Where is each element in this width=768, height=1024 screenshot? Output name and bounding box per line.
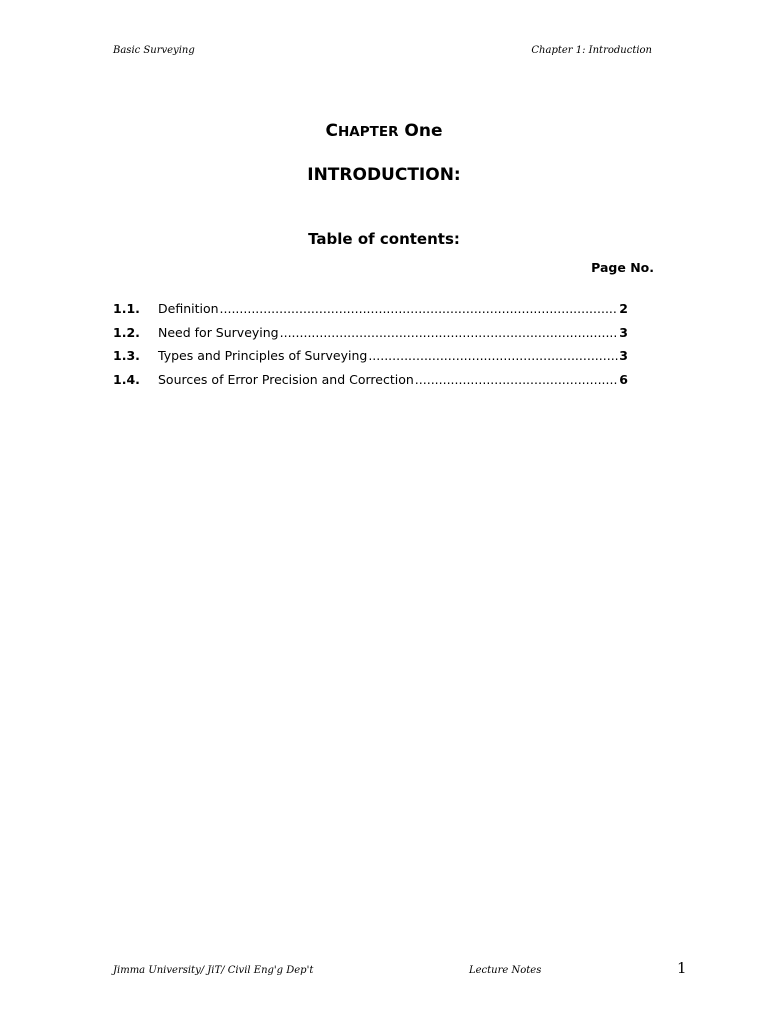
toc-entry-number: 1.3. xyxy=(113,348,140,363)
chapter-heading-number: One xyxy=(404,121,443,141)
toc-entry-page: 3 xyxy=(619,348,628,363)
chapter-heading-initial: C xyxy=(325,121,338,141)
toc-entry-types-and-principles[interactable] xyxy=(113,348,628,372)
toc-title: Table of contents: xyxy=(308,230,460,248)
toc-entry-page: 2 xyxy=(619,301,628,316)
toc-leader-dots xyxy=(220,301,619,316)
chapter-heading xyxy=(0,121,768,141)
toc-leader-dots xyxy=(415,372,619,387)
toc-entry-number: 1.2. xyxy=(113,324,140,340)
footer-document-type: Lecture Notes xyxy=(469,965,542,976)
toc-entry-definition[interactable] xyxy=(113,301,628,325)
toc-entry-number: 1.1. xyxy=(113,301,140,316)
toc-leader-dots xyxy=(368,348,618,363)
chapter-heading-rest: HAPTER xyxy=(338,124,399,140)
toc-entry-page: 6 xyxy=(619,371,628,387)
chapter-title: INTRODUCTION: xyxy=(307,165,461,185)
toc-entry-title: Sources of Error Precision and Correction xyxy=(158,371,414,387)
toc-entry-title: Need for Surveying xyxy=(158,324,279,340)
toc-entry-need-for-surveying[interactable] xyxy=(113,325,628,349)
footer-institution: Jimma University/ JiT/ Civil Eng'g Dep't xyxy=(113,965,314,976)
footer-page-number: 1 xyxy=(677,959,687,977)
toc-page-label: Page No. xyxy=(591,260,654,275)
toc-leader-dots xyxy=(280,325,619,340)
toc-entry-title: Definition xyxy=(158,301,219,316)
toc-entry-page: 3 xyxy=(619,324,628,340)
header-course-title: Basic Surveying xyxy=(113,45,195,56)
header-chapter-title: Chapter 1: Introduction xyxy=(531,45,652,56)
toc-entry-sources-of-error[interactable] xyxy=(113,372,628,396)
toc-entry-title: Types and Principles of Surveying xyxy=(158,348,368,363)
toc-list xyxy=(113,301,628,395)
toc-entry-number: 1.4. xyxy=(113,371,140,387)
